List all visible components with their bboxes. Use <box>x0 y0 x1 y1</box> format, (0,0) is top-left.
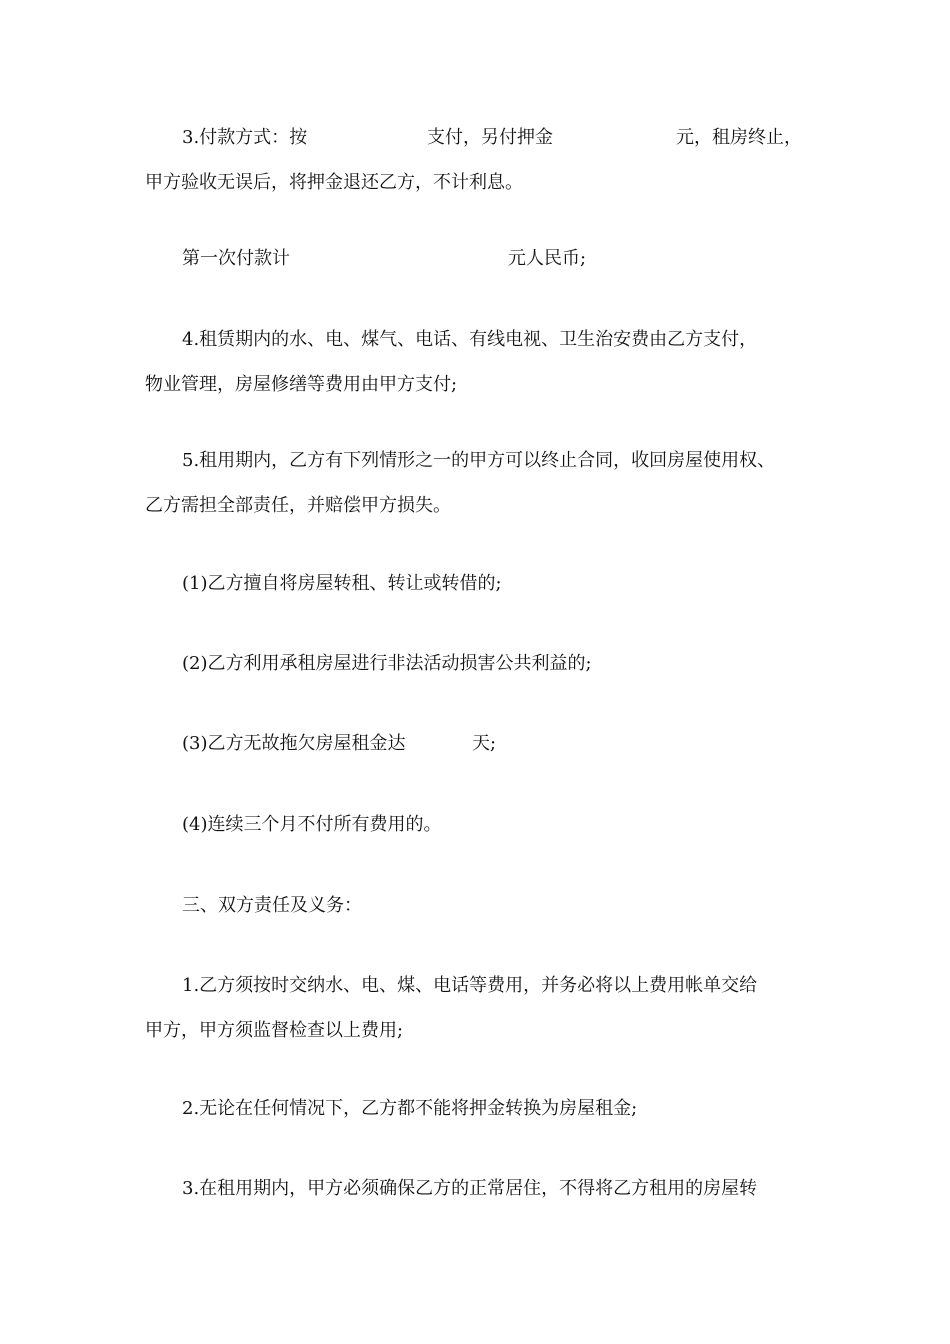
clause-text: (1)乙方擅自将房屋转租、转让或转借的; <box>182 573 502 594</box>
clause-line <box>0 160 950 205</box>
termination-item-2 <box>0 641 950 686</box>
clause-text: 甲方，甲方须监督检查以上费用; <box>145 1020 404 1041</box>
clause-text: 支付，另付押金 <box>427 127 553 148</box>
duty-clause-2 <box>0 1086 950 1131</box>
clause-text: 3.付款方式：按 <box>182 127 308 148</box>
clause-text: (4)连续三个月不付所有费用的。 <box>182 814 442 835</box>
clause-text: (3)乙方无故拖欠房屋租金达 <box>182 733 406 754</box>
duty-clause-3 <box>0 1166 950 1211</box>
clause-line <box>0 641 950 686</box>
clause-line <box>0 483 950 528</box>
clause-line <box>0 317 950 362</box>
clause-text: 3.在租用期内，甲方必须确保乙方的正常居住，不得将乙方租用的房屋转 <box>182 1178 758 1199</box>
clause-text: (2)乙方利用承租房屋进行非法活动损害公共利益的; <box>182 653 592 674</box>
clause-line <box>0 963 950 1008</box>
clause-text: 甲方验收无误后，将押金退还乙方，不计利息。 <box>145 172 523 193</box>
clause-line <box>0 438 950 483</box>
termination-item-4 <box>0 802 950 847</box>
clause-line <box>0 561 950 606</box>
clause-line <box>0 721 950 766</box>
first-payment-clause <box>0 236 950 281</box>
clause-text: 2.无论在任何情况下，乙方都不能将押金转换为房屋租金; <box>182 1098 638 1119</box>
payment-method-clause <box>0 115 950 205</box>
termination-item-3 <box>0 721 950 766</box>
clause-text: 4.租赁期内的水、电、煤气、电话、有线电视、卫生治安费由乙方支付， <box>182 329 758 350</box>
clause-text: 5.租用期内，乙方有下列情形之一的甲方可以终止合同，收回房屋使用权、 <box>182 450 776 471</box>
termination-item-1 <box>0 561 950 606</box>
clause-line <box>0 362 950 407</box>
clause-text: 物业管理，房屋修缮等费用由甲方支付; <box>145 374 458 395</box>
clause-line <box>0 1166 950 1211</box>
clause-line <box>0 1086 950 1131</box>
clause-line <box>0 115 950 160</box>
clause-line <box>0 802 950 847</box>
clause-text: 乙方需担全部责任，并赔偿甲方损失。 <box>145 495 451 516</box>
clause-text: 元人民币; <box>508 248 587 269</box>
termination-clause <box>0 438 950 528</box>
clause-text: 天; <box>472 733 497 754</box>
clause-text: 第一次付款计 <box>182 248 290 269</box>
clause-text: 三、双方责任及义务： <box>182 895 362 916</box>
clause-line <box>0 1008 950 1053</box>
utilities-clause <box>0 317 950 407</box>
clause-text: 1.乙方须按时交纳水、电、煤、电话等费用，并务必将以上费用帐单交给 <box>182 975 758 996</box>
duty-clause-1 <box>0 963 950 1053</box>
section-heading <box>0 883 950 928</box>
clause-line <box>0 883 950 928</box>
clause-text: 元，租房终止， <box>676 127 802 148</box>
clause-line <box>0 236 950 281</box>
